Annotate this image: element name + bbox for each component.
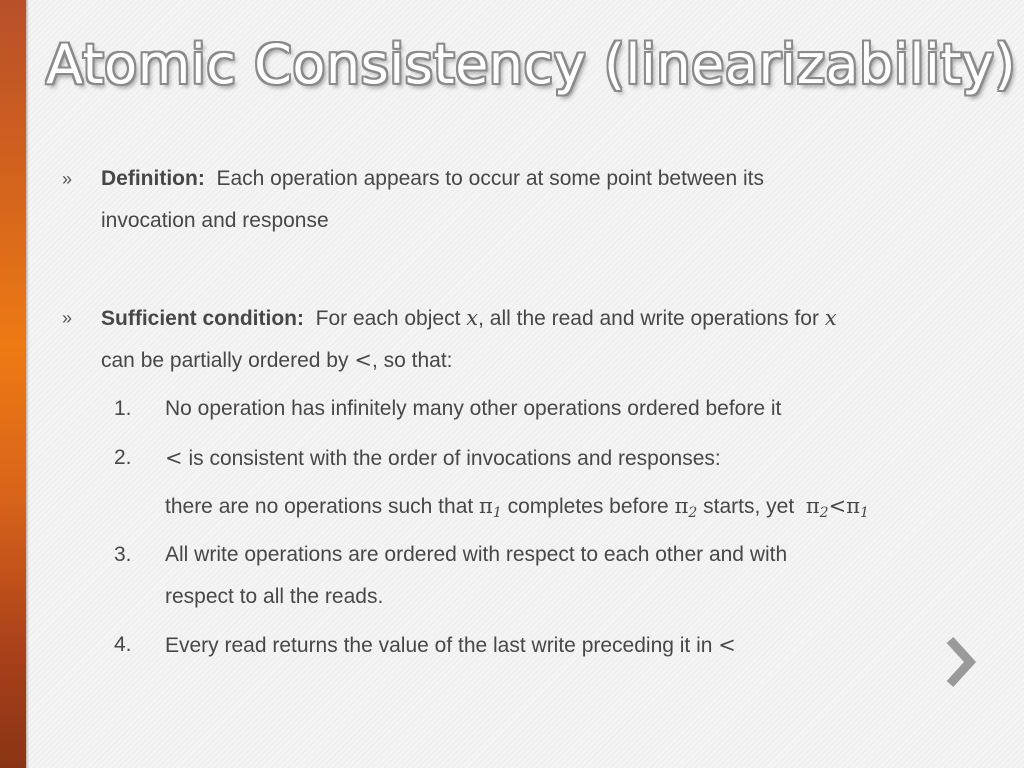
subtext-segment: there are no operations such that	[165, 495, 474, 518]
less-than-symbol: <	[828, 494, 847, 518]
subscript-1: 1	[492, 505, 502, 521]
less-than-symbol: <	[165, 446, 183, 470]
list-item-text: respect to all the reads.	[165, 585, 384, 608]
list-item-text: All write operations are ordered with respect to each other and with	[165, 543, 788, 566]
condition-text: , all the read and write operations for	[478, 307, 819, 330]
less-than-symbol: <	[718, 633, 736, 657]
definition-text: Each operation appears to occur at some point between its	[216, 167, 764, 190]
pi-symbol: π	[805, 494, 820, 518]
item-number: 1.	[114, 397, 132, 420]
pi-symbol: π	[846, 494, 860, 518]
list-item-subtext	[165, 492, 869, 521]
condition-label: Sufficient condition:	[101, 307, 304, 330]
item-number: 4.	[114, 633, 132, 656]
list-item-text	[165, 631, 736, 660]
pi-symbol: π	[479, 494, 493, 518]
less-than-symbol: <	[354, 348, 372, 372]
condition-line-1	[101, 304, 837, 333]
subscript-2: 2	[819, 505, 829, 521]
subscript-1: 1	[860, 505, 869, 521]
accent-bar	[0, 0, 26, 768]
next-slide-button[interactable]	[938, 634, 982, 690]
item-number: 2.	[114, 446, 132, 469]
definition-line-1	[101, 165, 764, 193]
condition-text: For each object	[315, 307, 461, 330]
bullet-marker: »	[62, 169, 73, 189]
list-item-text-segment: is consistent with the order of invocations and responses:	[182, 447, 721, 470]
list-item-text-segment: Every read returns the value of the last write preceding it in	[165, 634, 713, 657]
variable-x: x	[824, 306, 837, 330]
slide-title: Atomic Consistency (linearizability)	[46, 33, 1017, 96]
pi-symbol: π	[674, 494, 689, 518]
variable-x: x	[466, 306, 479, 330]
condition-line-2	[101, 346, 452, 375]
accent-bar-shadow	[26, 0, 29, 768]
definition-line-2: invocation and response	[101, 209, 329, 232]
definition-label: Definition:	[101, 167, 205, 190]
subtext-segment: starts, yet	[703, 495, 795, 518]
condition-text: can be partially ordered by	[101, 349, 349, 372]
condition-text: , so that:	[371, 349, 453, 372]
chevron-right-icon	[938, 634, 982, 690]
subscript-2: 2	[688, 505, 698, 521]
subtext-segment: completes before	[507, 495, 669, 518]
item-number: 3.	[114, 543, 132, 566]
list-item-text: No operation has infinitely many other operations ordered before it	[165, 397, 782, 420]
list-item-text	[165, 444, 721, 473]
bullet-marker: »	[62, 308, 73, 328]
